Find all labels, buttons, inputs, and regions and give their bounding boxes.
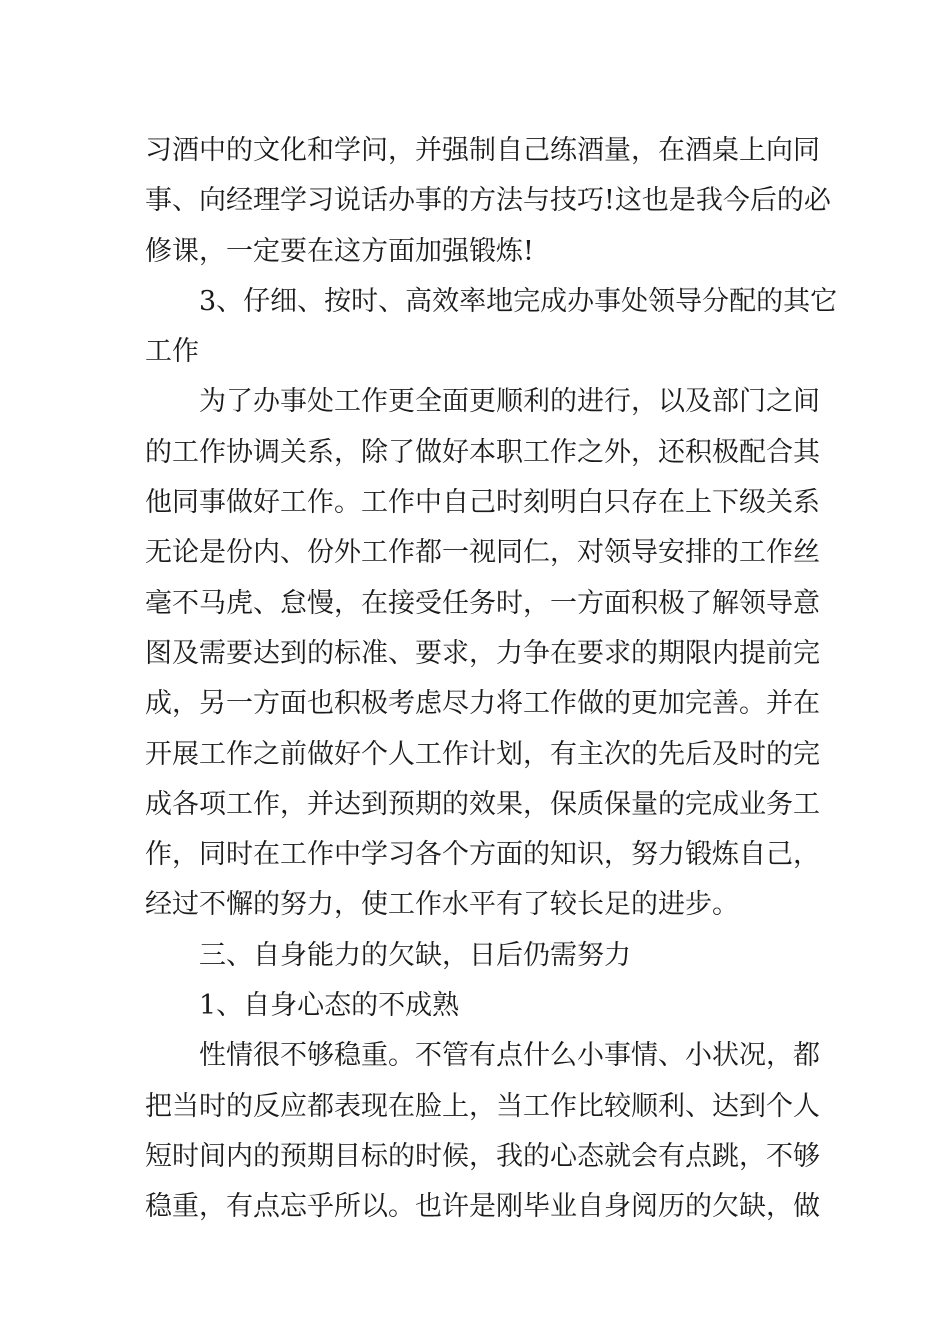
text-line: 成，另一方面也积极考虑尽力将工作做的更加完善。并在 — [145, 688, 820, 720]
text-line: 把当时的反应都表现在脸上，当工作比较顺利、达到个人 — [145, 1090, 820, 1122]
paragraph-first-line: 性情很不够稳重。不管有点什么小事情、小状况，都 — [199, 1040, 820, 1072]
text-line: 他同事做好工作。工作中自己时刻明白只存在上下级关系 — [145, 487, 820, 519]
text-line: 习酒中的文化和学问，并强制自己练酒量，在酒桌上向同 — [145, 135, 820, 166]
text-line: 稳重，有点忘乎所以。也许是刚毕业自身阅历的欠缺，做 — [145, 1191, 820, 1223]
text-line: 经过不懈的努力，使工作水平有了较长足的进步。 — [145, 889, 739, 921]
text-line: 无论是份内、份外工作都一视同仁，对领导安排的工作丝 — [145, 537, 820, 569]
text-line: 修课，一定要在这方面加强锻炼! — [145, 235, 534, 267]
text-line: 成各项工作，并达到预期的效果，保质保量的完成业务工 — [145, 788, 820, 820]
text-line: 毫不马虎、怠慢，在接受任务时，一方面积极了解领导意 — [145, 587, 820, 619]
text-line: 事、向经理学习说话办事的方法与技巧!这也是我今后的必 — [145, 185, 831, 217]
section-heading: 三、自身能力的欠缺，日后仍需努力 — [199, 939, 631, 971]
text-line: 开展工作之前做好个人工作计划，有主次的先后及时的完 — [145, 738, 820, 770]
section-heading-continued: 工作 — [145, 336, 199, 368]
text-line: 图及需要达到的标准、要求，力争在要求的期限内提前完 — [145, 637, 820, 669]
text-line: 短时间内的预期目标的时候，我的心态就会有点跳，不够 — [145, 1140, 820, 1172]
body-text — [145, 126, 838, 1233]
paragraph-first-line: 为了办事处工作更全面更顺利的进行，以及部门之间 — [199, 386, 820, 418]
subsection-heading: 1、自身心态的不成熟 — [199, 990, 460, 1022]
section-heading: 3、仔细、按时、高效率地完成办事处领导分配的其它 — [199, 285, 838, 317]
text-line: 的工作协调关系，除了做好本职工作之外，还积极配合其 — [145, 436, 820, 468]
text-line: 作，同时在工作中学习各个方面的知识，努力锻炼自己， — [145, 839, 820, 871]
